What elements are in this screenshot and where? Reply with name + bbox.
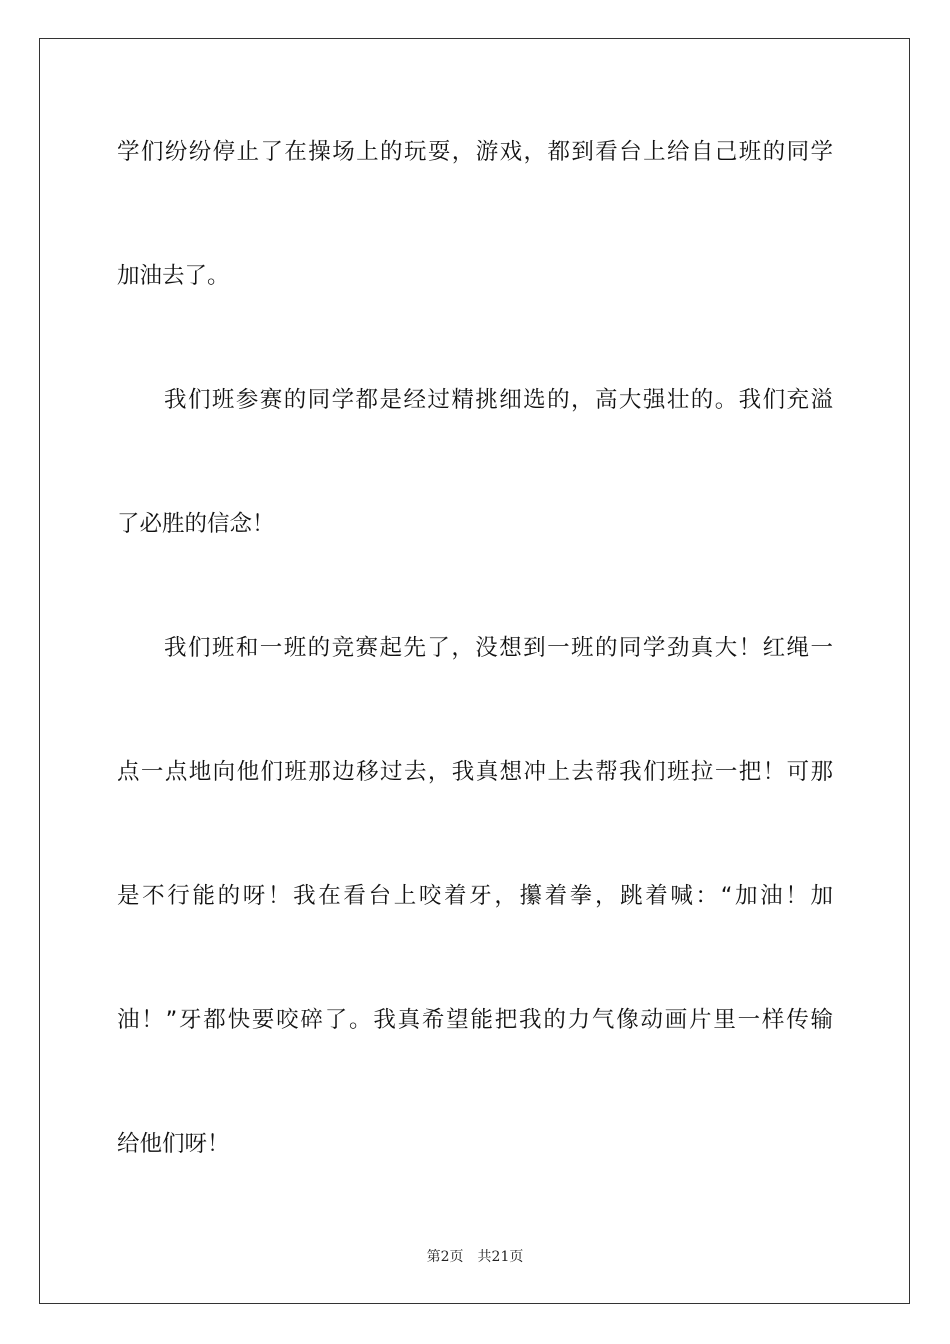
body-line-7: 是不行能的呀！我在看台上咬着牙，攥着拳，跳着喊：“加油！加 bbox=[117, 883, 833, 909]
body-line-5: 我们班和一班的竞赛起先了，没想到一班的同学劲真大！红绳一 bbox=[164, 635, 833, 661]
page-footer bbox=[0, 1248, 950, 1266]
body-line-1: 学们纷纷停止了在操场上的玩耍，游戏，都到看台上给自己班的同学 bbox=[117, 139, 833, 165]
body-line-9: 给他们呀！ bbox=[117, 1131, 230, 1157]
body-line-8: 油！”牙都快要咬碎了。我真希望能把我的力气像动画片里一样传输 bbox=[117, 1007, 833, 1033]
total-pages: 共21页 bbox=[477, 1249, 524, 1265]
body-line-6: 点一点地向他们班那边移过去，我真想冲上去帮我们班拉一把！可那 bbox=[117, 759, 833, 785]
body-line-4: 了必胜的信念！ bbox=[117, 511, 275, 537]
page-border bbox=[39, 38, 910, 1304]
body-line-2: 加油去了。 bbox=[117, 263, 230, 289]
page-number: 第2页 bbox=[426, 1249, 464, 1265]
body-line-3: 我们班参赛的同学都是经过精挑细选的，高大强壮的。我们充溢 bbox=[164, 387, 833, 413]
